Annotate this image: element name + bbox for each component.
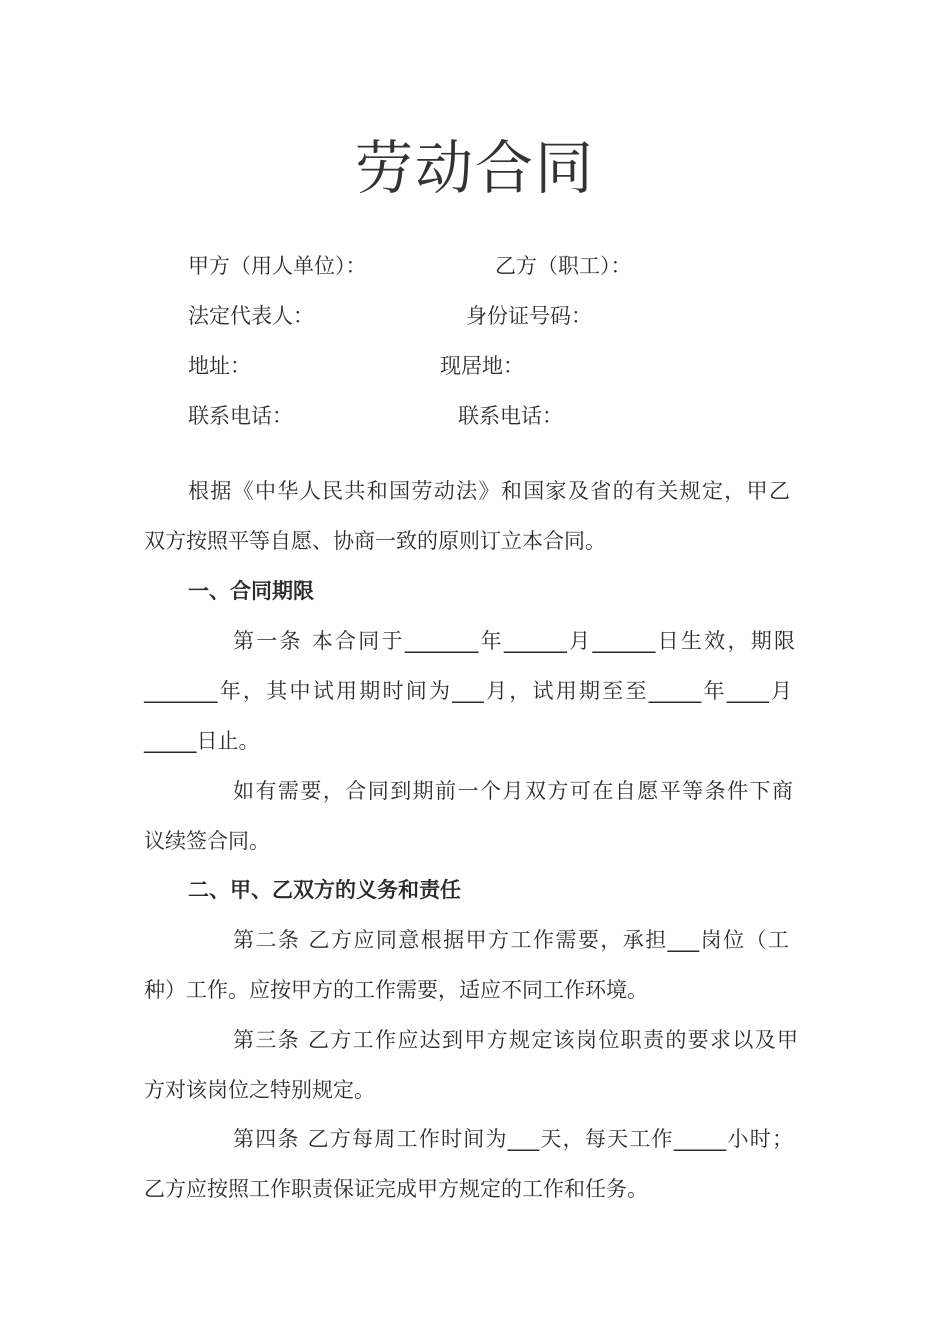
id-number-label: 身份证号码：	[466, 304, 592, 328]
document-title: 劳动合同	[354, 134, 595, 202]
article-line: 乙方应按照工作职责保证完成甲方规定的工作和任务。	[144, 1177, 648, 1201]
section-heading-obligations: 二、甲、乙双方的义务和责任	[188, 878, 461, 902]
legal-representative-label: 法定代表人：	[188, 304, 314, 328]
intro-line: 双方按照平等自愿、协商一致的原则订立本合同。	[144, 529, 606, 553]
intro-line: 根据《中华人民共和国劳动法》和国家及省的有关规定，甲乙	[188, 479, 790, 503]
section-heading-term: 一、合同期限	[188, 579, 314, 603]
article-line: 第二条 乙方应同意根据甲方工作需要，承担___岗位（工	[233, 928, 789, 952]
article-line: 第一条 本合同于_______年______月______日生效，期限	[233, 629, 795, 653]
residence-label: 现居地：	[440, 354, 524, 378]
article-line: 种）工作。应按甲方的工作需要，适应不同工作环境。	[144, 978, 648, 1002]
address-label: 地址：	[188, 354, 251, 378]
phone-a-label: 联系电话：	[188, 404, 293, 428]
party-a-label: 甲方（用人单位）：	[188, 254, 367, 278]
article-line: _____日止。	[144, 729, 260, 753]
party-b-label: 乙方（职工）：	[495, 254, 632, 278]
article-line: 方对该岗位之特别规定。	[144, 1078, 375, 1102]
renewal-line: 议续签合同。	[144, 829, 270, 853]
phone-b-label: 联系电话：	[458, 404, 563, 428]
renewal-line: 如有需要，合同到期前一个月双方可在自愿平等条件下商	[233, 779, 793, 803]
article-line: _______年，其中试用期时间为___月，试用期至至_____年____月	[144, 679, 792, 703]
article-line: 第四条 乙方每周工作时间为___天，每天工作_____小时；	[233, 1127, 793, 1151]
article-line: 第三条 乙方工作应达到甲方规定该岗位职责的要求以及甲	[233, 1028, 798, 1052]
